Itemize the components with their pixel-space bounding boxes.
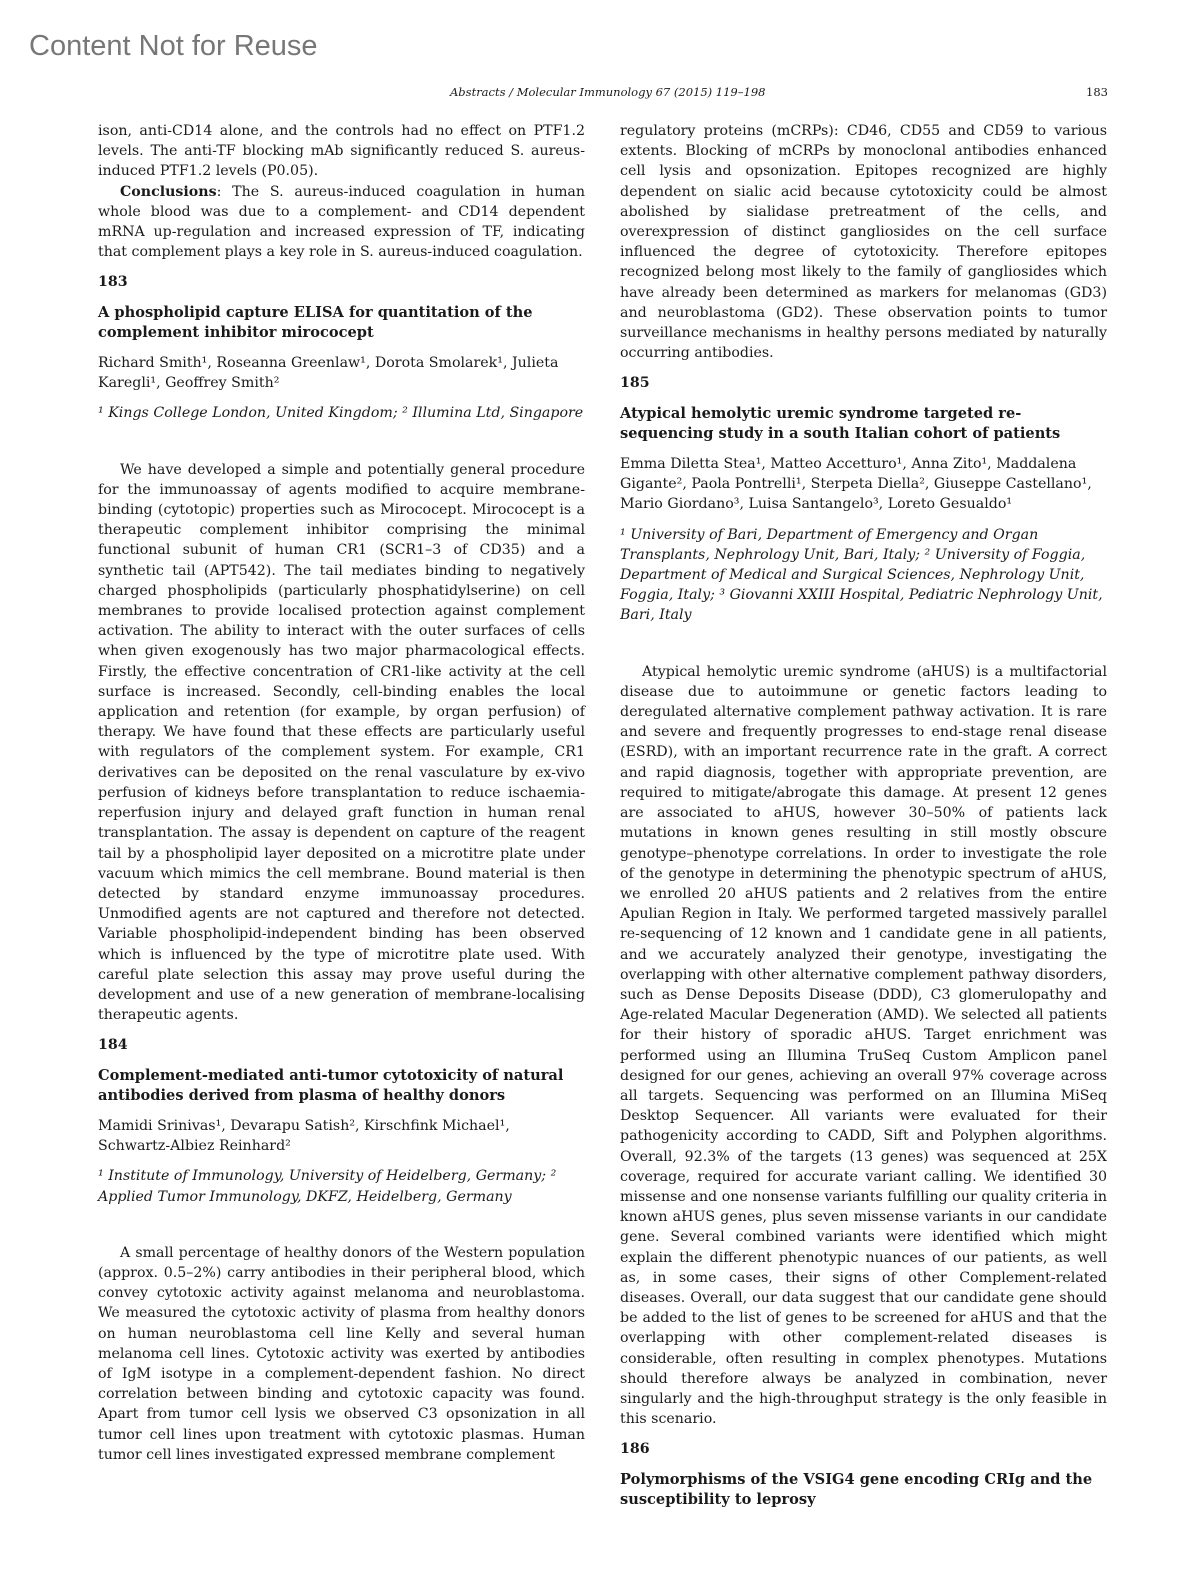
abstract-authors-184: Mamidi Srinivas¹, Devarapu Satish², Kirschfink Michael¹, Schwartz-Albiez Reinhard² bbox=[98, 1117, 510, 1155]
abstract-body-183: We have developed a simple and potentially general procedure for the immunoassay of agents modified to acquire membrane-binding (cytotopic) properties such as Mirococept. Mirococept is a therapeutic complement inhibitor comprising the minimal functional subunit of human CR1 (SCR1–3 of CD35) and a synthetic tail (APT542). The tail mediates binding to negatively charged phospholipids (particularly phosphatidylserine) on cell membranes to provide localised protection against complement activation. The ability to interact with the outer surfaces of cells when given exogenously has two major pharmacological effects. Firstly, the effective concentration of CR1-like activity at the cell surface is increased. Secondly, cell-binding enables the local application and retention (for example, by organ perfusion) of therapy. We have found that these effects are particularly useful with regulators of the complement system. For example, CR1 derivatives can be deposited on the renal vasculature by ex-vivo perfusion of kidneys before transplantation to reduce ischaemia-reperfusion injury and delayed graft function in human renal transplantation. The assay is dependent on capture of the reagent tail by a phospholipid layer deposited on a microtitre plate under vacuum which mimics the cell membrane. Bound material is then detected by standard enzyme immunoassay procedures. Unmodified agents are not captured and therefore not detected. Variable phospholipid-independent binding has been observed which is influenced by the type of microtitre plate used. With careful plate selection this assay may prove useful during the development and use of a new generation of membrane-localising therapeutic agents. bbox=[98, 461, 585, 1024]
continued-paragraph: ison, anti-CD14 alone, and the controls had no effect on PTF1.2 levels. The anti-TF blocking mAb significantly reduced S. aureus-induced PTF1.2 levels (P0.05). bbox=[98, 123, 585, 180]
journal-reference: Abstracts / Molecular Immunology 67 (2015) 119–198 bbox=[450, 85, 766, 99]
abstract-title-185: Atypical hemolytic uremic syndrome targeted re-sequencing study in a south Italian cohort of patients bbox=[620, 404, 1061, 442]
abstract-number-184: 184 bbox=[98, 1037, 128, 1054]
conclusions-paragraph bbox=[98, 182, 585, 263]
abstract-authors-185: Emma Diletta Stea¹, Matteo Accetturo¹, Anna Zito¹, Maddalena Gigante², Paola Pontrelli¹, Sterpeta Diella², Giuseppe Castellano¹, Mario Giordano³, Luisa Santangelo³, Loreto Gesualdo¹ bbox=[620, 456, 1092, 513]
abstract-title-183: A phospholipid capture ELISA for quantitation of the complement inhibitor mirococept bbox=[98, 303, 533, 341]
abstract-authors-183: Richard Smith¹, Roseanna Greenlaw¹, Dorota Smolarek¹, Julieta Karegli¹, Geoffrey Smith² bbox=[98, 355, 559, 392]
running-head bbox=[98, 85, 1108, 105]
conclusions-label: Conclusions bbox=[120, 183, 217, 200]
abstract-body-184: A small percentage of healthy donors of the Western population (approx. 0.5–2%) carry antibodies in their peripheral blood, which convey cytotoxic activity against melanoma and neuroblastoma. We measured the cytotoxic activity of plasma from healthy donors on human neuroblastoma cell line Kelly and several human melanoma cell lines. Cytotoxic activity was exerted by antibodies of IgM isotype in a complement-dependent fashion. No direct correlation between binding and cytotoxic capacity was found. Apart from tumor cell lysis we observed C3 opsonization in all tumor cell lines upon treatment with cytotoxic plasmas. Human tumor cell lines investigated expressed membrane complement bbox=[98, 1244, 585, 1463]
continued-paragraph-right: regulatory proteins (mCRPs): CD46, CD55 and CD59 to various extents. Blocking of mCRPs by monoclonal antibodies enhanced cell lysis and opsonization. Epitopes recognized are highly dependent on sialic acid because cytotoxicity could be almost abolished by sialidase pretreatment of the cells, and overexpression of distinct gangliosides on the cell surface influenced the degree of cytotoxicity. Therefore epitopes recognized belong most likely to the family of gangliosides which have already been determined as markers for melanomas (GD3) and neuroblastoma (GD2). These observation points to tumor surveillance mechanisms in healthy persons mediated by naturally occurring antibodies. bbox=[620, 123, 1107, 362]
abstract-affiliations-184: ¹ Institute of Immunology, University of Heidelberg, Germany; ² Applied Tumor Immunology, DKFZ, Heidelberg, Germany bbox=[98, 1168, 557, 1205]
abstract-number-186: 186 bbox=[620, 1441, 650, 1458]
abstract-number-183: 183 bbox=[98, 274, 128, 291]
abstract-affiliations-183: ¹ Kings College London, United Kingdom; ² Illumina Ltd, Singapore bbox=[98, 405, 584, 422]
abstract-affiliations-185: ¹ University of Bari, Department of Emergency and Organ Transplants, Nephrology Unit, Bari, Italy; ² University of Foggia, Department of Medical and Surgical Sciences, Nephrology Unit, Foggia, Italy; ³ Giovanni XXIII Hospital, Pediatric Nephrology Unit, Bari, Italy bbox=[620, 526, 1103, 624]
abstract-body-185: Atypical hemolytic uremic syndrome (aHUS) is a multifactorial disease due to autoimmune or genetic factors leading to deregulated alternative complement pathway activation. It is rare and severe and frequently progresses to end-stage renal disease (ESRD), with an important recurrence rate in the graft. A correct and rapid diagnosis, together with appropriate prevention, are required to mitigate/abrogate this damage. At present 12 genes are associated to aHUS, however 30–50% of patients lack mutations in known genes resulting in still mostly obscure genotype–phenotype correlations. In order to investigate the role of the genotype in determining the phenotypic spectrum of aHUS, we enrolled 20 aHUS patients and 2 relatives from the entire Apulian Region in Italy. We performed targeted massively parallel re-sequencing of 12 known and 1 candidate gene in all patients, and we accurately analyzed their genotype, investigating the overlapping with other alternative complement pathway disorders, such as Dense Deposits Disease (DDD), C3 glomerulopathy and Age-related Macular Degeneration (AMD). We selected all patients for their history of sporadic aHUS. Target enrichment was performed using an Illumina TruSeq Custom Amplicon panel designed for our genes, achieving an overall 97% coverage across all targets. Sequencing was performed on an Illumina MiSeq Desktop Sequencer. All variants were evaluated for their pathogenicity according to CADD, Sift and Polyphen algorithms. Overall, 92.3% of the targets (13 genes) was sequenced at 25X coverage, required for accurate variant calling. We identified 30 missense and one nonsense variants fulfilling our quality criteria in known aHUS genes, plus seven missense variants in our candidate gene. Several combined variants were identified which might explain the different phenotypic nuances of our patients, as well as, in some cases, their signs of other Complement-related diseases. Overall, our data suggest that our candidate gene should be added to the list of genes to be screened for aHUS and that the overlapping with other complement-related diseases is considerable, often resulting in complex phenotypes. Mutations should therefore always be analyzed in combination, never singularly and the high-throughput strategy is the only feasible in this scenario. bbox=[620, 663, 1107, 1428]
page-number: 183 bbox=[1086, 85, 1108, 99]
conclusions-text: : The S. aureus-induced coagulation in human whole blood was due to a complement- and CD14 dependent mRNA up-regulation and increased expression of TF, indicating that complement plays a key role in S. aureus-induced coagulation. bbox=[98, 183, 585, 261]
abstract-title-184: Complement-mediated anti-tumor cytotoxicity of natural antibodies derived from plasma of healthy donors bbox=[98, 1066, 564, 1104]
abstract-number-185: 185 bbox=[620, 375, 650, 392]
watermark: Content Not for Reuse bbox=[29, 30, 318, 62]
left-column bbox=[98, 121, 585, 1465]
abstract-title-186: Polymorphisms of the VSIG4 gene encoding CRIg and the susceptibility to leprosy bbox=[620, 1470, 1093, 1508]
right-column bbox=[620, 121, 1107, 1520]
